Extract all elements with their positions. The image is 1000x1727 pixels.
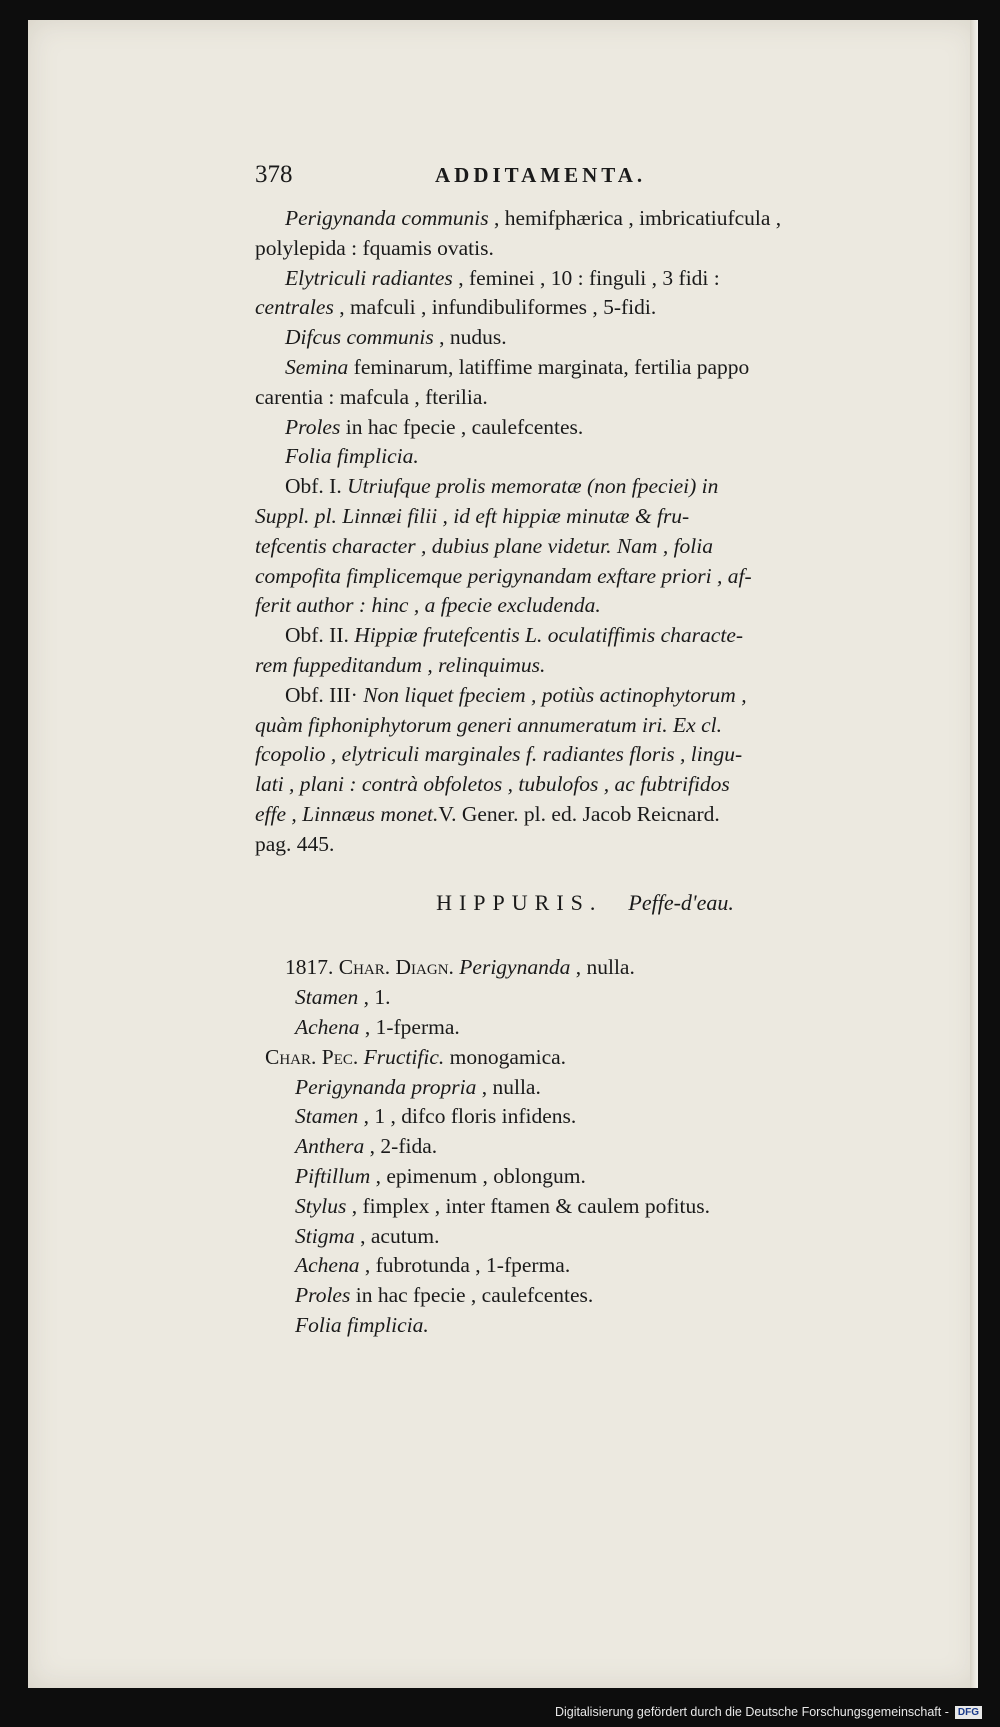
text-line (255, 681, 915, 711)
roman-segment: , feminei , 10 : finguli , 3 fidi : (452, 265, 720, 290)
text-line (255, 1162, 915, 1192)
text-line (255, 353, 915, 383)
roman-segment: carentia : mafcula , fterilia. (255, 384, 488, 409)
roman-segment: feminarum, latiffime marginata, fertilia pappo (348, 354, 750, 379)
italic-segment: Folia fimplicia. (285, 444, 419, 469)
text-line (255, 562, 915, 592)
italic-segment: Piftillum (295, 1163, 371, 1188)
text-line (255, 1311, 915, 1341)
italic-segment: Difcus communis (285, 325, 434, 350)
roman-segment: , nulla. (476, 1074, 541, 1099)
roman-segment: , 2-fida. (364, 1134, 438, 1159)
text-line (255, 830, 915, 860)
text-line (255, 1073, 915, 1103)
roman-segment: V. Gener. pl. ed. Jacob Reicnard. (438, 801, 720, 826)
roman-segment: monogamica. (444, 1044, 567, 1069)
italic-segment: Elytriculi radiantes (285, 265, 453, 290)
italic-segment: effe , Linnæus monet. (255, 801, 439, 826)
italic-segment: Fructific. (363, 1044, 445, 1069)
book-page (28, 20, 978, 1688)
roman-segment: , epimenum , oblongum. (370, 1163, 586, 1188)
text-line (255, 1251, 915, 1281)
text-line (255, 1013, 915, 1043)
italic-segment: quàm fiphoniphytorum generi annumeratum iri. Ex cl. (255, 712, 722, 737)
page-edge (970, 20, 978, 1688)
italic-segment: Utriufque prolis memoratæ (non fpeciei) in (347, 474, 719, 499)
text-line (255, 413, 915, 443)
italic-segment: Perigynanda communis (285, 206, 489, 230)
text-line (255, 1192, 915, 1222)
italic-segment: Stylus (295, 1193, 347, 1218)
italic-segment: Proles (285, 414, 341, 439)
text-line (255, 1132, 915, 1162)
italic-segment: fcopolio , elytriculi marginales f. radiantes floris , lingu- (255, 742, 743, 767)
italic-segment: rem fuppeditandum , relinquimus. (255, 652, 546, 677)
roman-segment: pag. 445. (255, 831, 335, 856)
section-french-name: Peffe-d'eau. (628, 889, 734, 915)
roman-segment: in hac fpecie , caulefcentes. (350, 1283, 594, 1308)
italic-segment: Semina (285, 354, 349, 379)
roman-segment: , mafculi , infundibuliformes , 5-fidi. (333, 295, 657, 320)
text-line (255, 1281, 915, 1311)
italic-segment: Achena (295, 1253, 360, 1278)
italic-segment: Anthera (295, 1134, 365, 1159)
roman-segment: Obf. I. (285, 474, 348, 499)
roman-segment: Obf. III· (285, 682, 364, 707)
text-line (255, 651, 915, 681)
roman-segment: , nulla. (570, 955, 635, 980)
text-line (255, 234, 915, 264)
text-line (255, 591, 915, 621)
roman-segment: , fubrotunda , 1-fperma. (359, 1253, 571, 1278)
text-line (255, 1222, 915, 1252)
running-head: ADDITAMENTA. (435, 163, 647, 187)
italic-segment: Achena (295, 1014, 360, 1039)
italic-segment: Proles (295, 1283, 351, 1308)
text-line (255, 323, 915, 353)
italic-segment: Perigynanda (459, 955, 571, 980)
text-line (255, 983, 915, 1013)
italic-segment: Perigynanda propria (295, 1074, 477, 1099)
italic-segment: tefcentis character , dubius plane videtur. Nam , folia (255, 533, 714, 558)
roman-segment: 1817. (285, 955, 339, 980)
text-line (255, 383, 915, 413)
text-line (255, 264, 915, 294)
page-number: 378 (255, 161, 293, 188)
roman-segment: Obf. II. (285, 623, 355, 648)
text-line (255, 1102, 915, 1132)
italic-segment: ferit author : hinc , a fpecie excludenda. (255, 593, 601, 618)
section-heading (255, 888, 915, 918)
roman-segment: , 1. (358, 985, 391, 1010)
italic-segment: centrales (255, 295, 334, 320)
italic-segment: Stigma (295, 1223, 355, 1248)
text-line (255, 293, 915, 323)
text-line (255, 711, 915, 741)
italic-segment: Stamen (295, 985, 359, 1010)
dfg-logo: DFG (955, 1706, 982, 1719)
roman-segment: , fimplex , inter ftamen & caulem pofitus. (346, 1193, 710, 1218)
page-text (255, 160, 915, 1341)
roman-segment: in hac fpecie , caulefcentes. (340, 414, 584, 439)
roman-segment: Char. Diagn. (338, 955, 460, 980)
footer-credit: Digitalisierung gefördert durch die Deutsche Forschungsgemeinschaft - (554, 1705, 949, 1719)
page-header (255, 160, 915, 204)
digitization-footer (555, 1705, 982, 1719)
roman-segment: , acutum. (354, 1223, 440, 1248)
text-line (255, 502, 915, 532)
text-line (255, 472, 915, 502)
text-line (255, 1043, 915, 1073)
text-line (255, 621, 915, 651)
roman-segment: , 1 , difco floris infidens. (358, 1104, 577, 1129)
italic-segment: Hippiæ frutefcentis L. oculatiffimis characte- (354, 623, 744, 648)
roman-segment: , 1-fperma. (359, 1014, 460, 1039)
italic-segment: lati , plani : contrà obfoletos , tubulofos , ac fubtrifidos (255, 772, 730, 797)
text-line (255, 442, 915, 472)
roman-segment: , hemifphærica , imbricatiufcula , (488, 206, 782, 230)
italic-segment: Suppl. pl. Linnæi filii , id eft hippiæ minutæ & fru- (255, 503, 690, 528)
text-line (255, 740, 915, 770)
text-line (255, 204, 915, 234)
italic-segment: Stamen (295, 1104, 359, 1129)
italic-segment: Non liquet fpeciem , potiùs actinophytorum , (363, 682, 747, 707)
roman-segment: polylepida : fquamis ovatis. (255, 235, 494, 260)
roman-segment: , nudus. (433, 325, 507, 350)
text-line (255, 800, 915, 830)
section-title: HIPPURIS. (436, 889, 603, 915)
italic-segment: compofita fimplicemque perigynandam exftare priori , af- (255, 563, 752, 588)
text-line (255, 953, 915, 983)
italic-segment: Folia fimplicia. (295, 1312, 429, 1337)
text-line (255, 770, 915, 800)
roman-segment: Char. Pec. (265, 1044, 364, 1069)
text-line (255, 532, 915, 562)
